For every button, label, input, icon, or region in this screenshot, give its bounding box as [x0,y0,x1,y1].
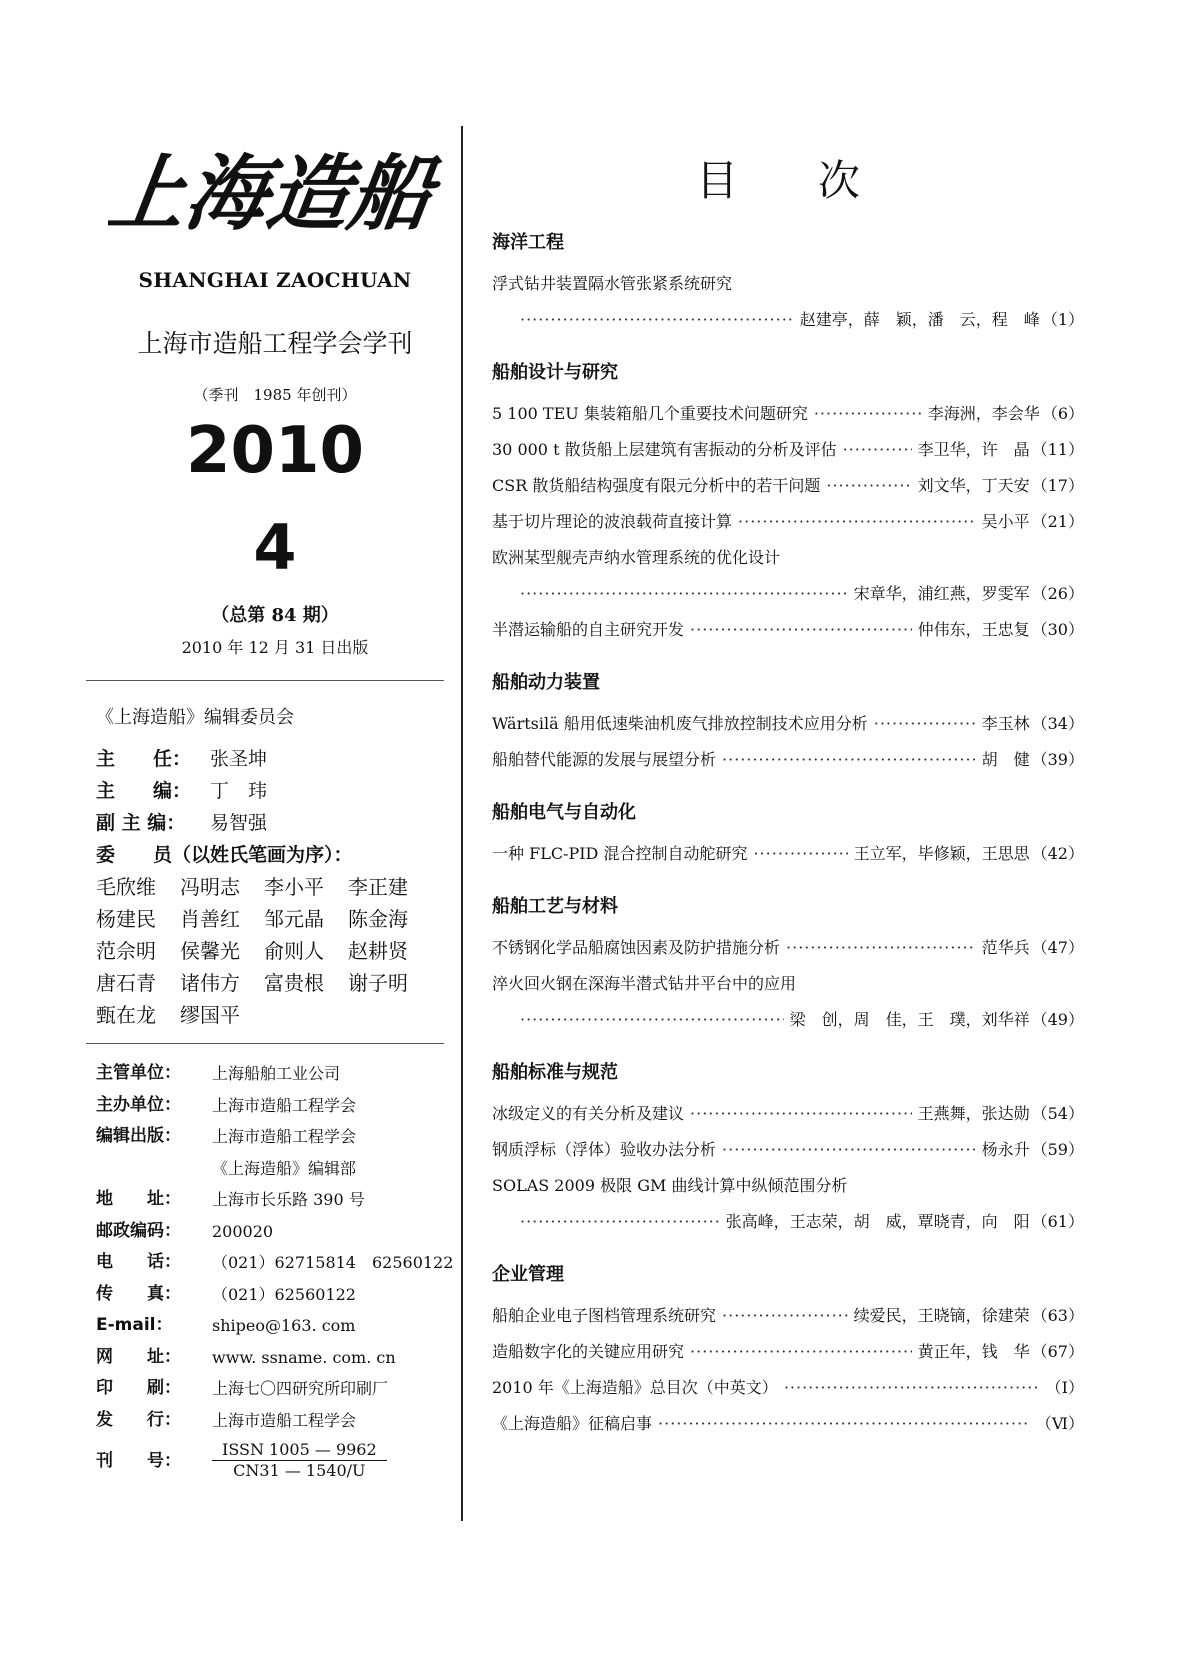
committee-member: 富贵根 [264,971,324,995]
toc-entry [492,1406,1084,1442]
info-value: 200020 [212,1221,274,1241]
toc-entry [492,836,1084,872]
journal-logo-text: 上海造船 [108,146,439,242]
role-row: 主 编： 丁 玮 [96,780,268,802]
toc-leader-dots [722,742,976,778]
committee-roles [96,743,454,871]
toc-entry [492,706,1084,742]
toc-entry [492,1204,1084,1240]
toc-entry-authors: 范华兵 [981,938,1030,957]
toc-leader-dots [520,1002,784,1038]
toc-entry-authors: 赵建亭，薛 颖，潘 云，程 峰 [799,310,1040,329]
toc-entry-title: 船舶企业电子图档管理系统研究 [492,1306,717,1325]
toc-section-title: 船舶标准与规范 [492,1062,618,1083]
toc-entry-authors: 梁 创，周 佳，王 璞，刘华祥 [789,1010,1030,1029]
toc-entry-authors: 李玉林 [981,714,1030,733]
toc-entry-authors: 王燕舞，张达勋 [917,1104,1030,1123]
toc-leader-dots [722,1298,848,1334]
toc-entry [492,396,1084,432]
info-value: 上海七〇四研究所印刷厂 [212,1379,389,1398]
info-value: 上海船舶工业公司 [212,1064,341,1083]
toc-section-title: 企业管理 [492,1264,564,1285]
toc-section [492,228,1084,338]
toc-entry-title: 2010 年《上海造船》总目次（中英文） [492,1378,778,1397]
info-row [96,1153,454,1185]
info-value: （021）62715814 62560122 [212,1253,454,1272]
info-label: 编辑出版： [96,1126,181,1146]
toc-section [492,668,1084,778]
masthead-column [96,120,454,1486]
toc-entry-authors: 李卫华，许 晶 [917,440,1030,459]
toc-leader-dots [738,504,976,540]
toc-entry [492,468,1084,504]
toc-entry-authors: 宋章华，浦红燕，罗雯军 [853,584,1030,603]
committee-member: 甄在龙 [96,1003,156,1027]
committee-member: 谢子明 [348,971,408,995]
toc-entry [492,1096,1084,1132]
issue-year: 2010 [185,414,365,488]
info-label [96,1153,212,1185]
toc-entry [492,742,1084,778]
total-issue: （总第 84 期） [211,605,339,626]
info-value: 上海市长乐路 390 号 [212,1190,365,1209]
toc-entry-title: 半潜运输船的自主研究开发 [492,620,685,639]
publication-info [96,1058,454,1436]
toc-entry-page: （67） [1031,1342,1084,1361]
toc-entry [492,1370,1084,1406]
toc-entry-title: 浮式钻井装置隔水管张紧系统研究 [492,274,733,293]
info-label: 主办单位： [96,1094,181,1115]
info-label: 印 刷： [96,1378,181,1398]
info-row [96,1216,454,1248]
info-value: 上海市造船工程学会 [212,1127,357,1146]
toc-entry-page: （21） [1031,512,1084,531]
toc-entry-authors: 黄正年，钱 华 [917,1342,1030,1361]
info-row [96,1342,454,1374]
toc-entry-title: 冰级定义的有关分析及建议 [492,1104,685,1123]
toc-leader-dots [520,1204,720,1240]
toc-leader-dots [722,1132,976,1168]
section-divider [86,680,444,681]
toc-entry [492,432,1084,468]
committee-member: 诸伟方 [180,971,240,995]
toc-entry-page: （34） [1031,714,1084,733]
committee-members [96,871,454,1031]
info-value: shipeo@163. com [212,1316,356,1335]
toc-section-title: 海洋工程 [492,232,564,253]
toc-section [492,1260,1084,1442]
toc-entry [492,1132,1084,1168]
toc-entry-title: Wärtsilä 船用低速柴油机废气排放控制技术应用分析 [492,714,868,733]
toc-section-title: 船舶设计与研究 [492,362,618,383]
committee-member: 杨建民 [96,907,156,931]
toc-entry-page: （Ⅰ） [1045,1378,1084,1397]
committee-member: 赵耕贤 [348,939,408,963]
toc-section [492,798,1084,872]
committee-member: 俞则人 [264,939,324,963]
info-label: 地 址： [96,1189,181,1209]
toc-entry-page: （6） [1041,404,1084,423]
toc-entry-page: （17） [1031,476,1084,495]
committee-member: 毛欣维 [96,875,156,899]
info-value: www. ssname. com. cn [212,1347,396,1367]
info-row [96,1279,454,1311]
committee-member: 唐石青 [96,971,156,995]
info-label: 网 址： [96,1346,181,1367]
toc-entry [492,930,1084,966]
toc-entry [492,1298,1084,1334]
toc-entry-page: （49） [1031,1010,1084,1029]
toc-entry-title: 不锈钢化学品船腐蚀因素及防护措施分析 [492,938,781,957]
toc-entry [492,266,1084,302]
toc-entry-page: （54） [1031,1104,1084,1123]
info-value: 上海市造船工程学会 [212,1095,357,1115]
toc-entry-title: 淬火回火钢在深海半潜式钻井平台中的应用 [492,974,797,993]
toc-entry-authors: 张高峰，王志荣，胡 威，覃晓青，向 阳 [725,1212,1030,1231]
journal-logo [108,120,448,260]
toc-section [492,358,1084,648]
info-row [96,1058,454,1090]
toc-leader-dots [843,432,912,468]
toc-entry [492,540,1084,576]
toc-entry [492,1002,1084,1038]
toc-entry-page: （63） [1031,1306,1084,1325]
toc-entry-authors: 李海洲，李会华 [927,404,1040,423]
toc-entry-title: 一种 FLC-PID 混合控制自动舵研究 [492,844,748,863]
toc-leader-dots [520,302,794,338]
toc-entry-title: 船舶替代能源的发展与展望分析 [492,750,717,769]
toc-entry-page: （47） [1031,938,1084,957]
toc-entry-page: （59） [1031,1140,1084,1159]
toc-section-title: 船舶工艺与材料 [492,896,618,917]
toc-entry-authors: 王立军，毕修颖，王思思 [853,844,1030,863]
info-row [96,1247,454,1279]
toc-entry [492,1168,1084,1204]
committee-member: 缪国平 [180,1003,240,1027]
toc-leader-dots [826,468,911,504]
toc-leader-dots [520,576,848,612]
toc-section [492,892,1084,1038]
info-row [96,1184,454,1216]
issn-block [212,1440,387,1486]
toc-entry-title: 造船数字化的关键应用研究 [492,1342,685,1361]
info-label: 主管单位： [96,1063,181,1083]
toc-entry [492,504,1084,540]
info-row-issn: 刊 号： ISSN 1005 — 9962 CN31 — 1540/U [96,1436,454,1486]
toc-entry-authors: 续爱民，王晓镝，徐建荣 [853,1306,1030,1325]
committee-member: 范佘明 [96,939,156,963]
toc-entry-title: 欧洲某型舰壳声纳水管理系统的优化设计 [492,548,781,567]
toc-entry [492,1334,1084,1370]
info-row [96,1090,454,1122]
committee-member: 冯明志 [180,875,240,899]
toc-entry-page: （39） [1031,750,1084,769]
toc-entry-page: （11） [1031,440,1084,459]
info-value: 《上海造船》编辑部 [212,1158,357,1178]
toc-sections [492,228,1084,1442]
toc-entry-title: SOLAS 2009 极限 GM 曲线计算中纵倾范围分析 [492,1176,848,1195]
toc-leader-dots [874,706,976,742]
toc-entry-title: 基于切片理论的波浪载荷直接计算 [492,512,733,531]
toc-entry [492,302,1084,338]
role-row: 副 主 编： 易智强 [96,812,268,834]
info-label: 发 行： [96,1409,181,1430]
issn-number: ISSN 1005 — 9962 [212,1440,387,1461]
section-divider [86,1043,444,1044]
toc-entry-title: 5 100 TEU 集装箱船几个重要技术问题研究 [492,404,808,423]
role-row: 主 任： 张圣坤 [96,748,268,770]
toc-entry-title: 《上海造船》征稿启事 [492,1414,653,1433]
toc-entry [492,612,1084,648]
toc-entry-page: （1） [1041,310,1084,329]
committee-title: 《上海造船》编辑委员会 [96,707,294,728]
committee-member: 肖善红 [180,907,240,931]
toc-entry-authors: 杨永升 [981,1140,1030,1159]
toc-entry-title: 30 000 t 散货船上层建筑有害振动的分析及评估 [492,440,837,459]
journal-founded: （季刊 1985 年创刊） [193,386,357,404]
toc-leader-dots [784,1370,1038,1406]
info-row [96,1121,454,1153]
toc-entry-title: CSR 散货船结构强度有限元分析中的若干问题 [492,476,821,495]
committee-member: 李正建 [348,875,408,899]
info-row [96,1373,454,1405]
toc-section-title: 船舶电气与自动化 [492,802,636,823]
committee-member: 李小平 [264,875,324,899]
info-row [96,1310,454,1342]
publication-date: 2010 年 12 月 31 日出版 [181,638,369,657]
toc-section [492,1058,1084,1240]
info-value: 上海市造船工程学会 [212,1410,357,1430]
toc-section-title: 船舶动力装置 [492,672,600,693]
toc-entry-page: （42） [1031,844,1084,863]
journal-name-en: SHANGHAI ZAOCHUAN [138,268,412,292]
info-label: E-mail： [96,1315,173,1335]
toc-leader-dots [690,612,912,648]
toc-entry-page: （61） [1031,1212,1084,1231]
info-label: 电 话： [96,1252,181,1272]
issue-number: 4 [253,511,297,584]
table-of-contents [492,120,1084,1442]
committee-member: 陈金海 [348,907,408,931]
info-value: （021）62560122 [212,1284,356,1304]
toc-entry [492,576,1084,612]
toc-entry-authors: 吴小平 [981,512,1030,531]
info-label: 传 真： [96,1283,181,1304]
toc-leader-dots [814,396,922,432]
info-row [96,1405,454,1437]
toc-entry-page: （Ⅵ） [1035,1414,1084,1433]
toc-leader-dots [690,1334,912,1370]
toc-entry-title: 钢质浮标（浮体）验收办法分析 [492,1140,717,1159]
toc-entry-page: （30） [1031,620,1084,639]
toc-entry-authors: 仲伟东，王忠复 [917,620,1030,639]
info-label: 邮政编码： [96,1220,181,1241]
journal-subtitle: 上海市造船工程学会学刊 [137,329,413,358]
toc-leader-dots [658,1406,1028,1442]
committee-member: 侯馨光 [180,939,240,963]
toc-leader-dots [753,836,847,872]
toc-leader-dots [690,1096,912,1132]
toc-entry-authors: 胡 健 [981,750,1030,769]
toc-leader-dots [786,930,976,966]
toc-title: 目次 [695,156,940,205]
toc-entry-authors: 刘文华，丁天安 [917,476,1030,495]
column-divider [461,126,463,1521]
cn-number: CN31 — 1540/U [233,1461,366,1480]
toc-entry-page: （26） [1031,584,1084,603]
toc-entry [492,966,1084,1002]
committee-member: 邹元晶 [264,907,324,931]
role-row: 委 员（以姓氏笔画为序）： [96,844,353,866]
